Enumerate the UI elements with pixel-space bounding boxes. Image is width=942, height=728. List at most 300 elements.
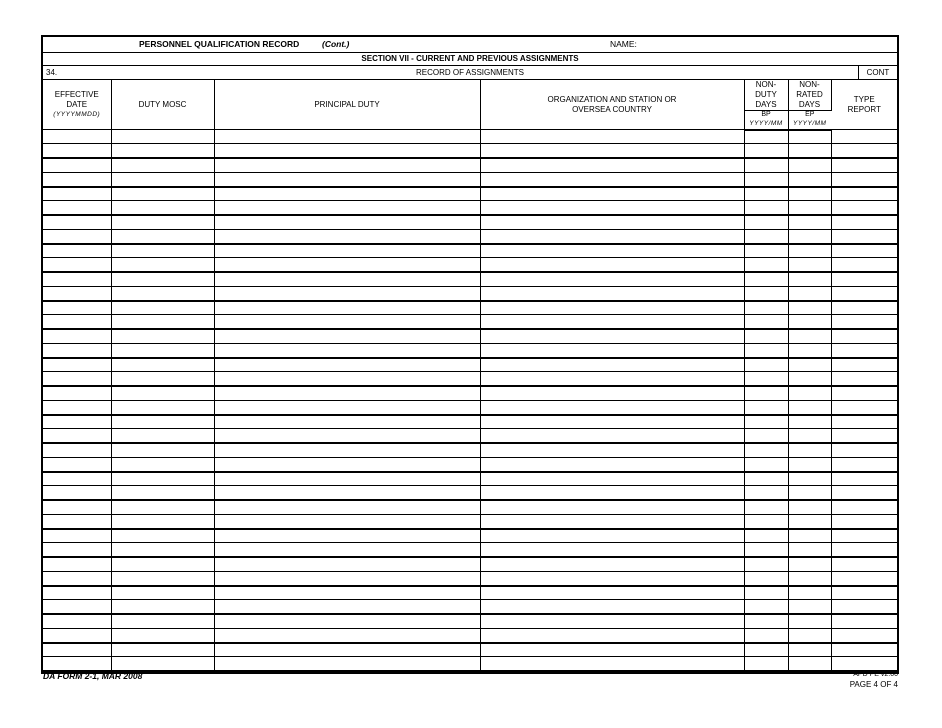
effective-date-cell[interactable] xyxy=(43,144,111,159)
bp-cell[interactable] xyxy=(744,201,788,216)
type-report-cell[interactable] xyxy=(831,643,897,657)
effective-date-cell[interactable] xyxy=(43,514,111,529)
duty-mosc-cell[interactable] xyxy=(111,229,214,244)
type-report-cell[interactable] xyxy=(831,301,897,315)
principal-duty-cell[interactable] xyxy=(214,400,480,415)
principal-duty-cell[interactable] xyxy=(214,158,480,172)
table-row xyxy=(43,429,897,444)
organization-cell[interactable] xyxy=(480,628,744,643)
organization-header: ORGANIZATION AND STATION OR OVERSEA COUNTRY xyxy=(480,80,744,130)
bp-cell[interactable] xyxy=(744,130,788,144)
type-report-cell[interactable] xyxy=(831,500,897,514)
bp-cell[interactable] xyxy=(744,144,788,159)
duty-mosc-cell[interactable] xyxy=(111,529,214,543)
effective-date-cell[interactable] xyxy=(43,643,111,657)
bp-cell[interactable] xyxy=(744,187,788,201)
ep-cell[interactable] xyxy=(788,386,831,400)
organization-cell[interactable] xyxy=(480,429,744,444)
bp-cell[interactable] xyxy=(744,557,788,571)
organization-cell[interactable] xyxy=(480,187,744,201)
duty-mosc-cell[interactable] xyxy=(111,514,214,529)
duty-mosc-cell[interactable] xyxy=(111,386,214,400)
duty-mosc-cell[interactable] xyxy=(111,443,214,457)
table-row xyxy=(43,286,897,301)
type-report-cell[interactable] xyxy=(831,372,897,387)
ep-cell[interactable] xyxy=(788,158,831,172)
duty-mosc-cell[interactable] xyxy=(111,457,214,472)
organization-cell[interactable] xyxy=(480,500,744,514)
duty-mosc-cell[interactable] xyxy=(111,614,214,628)
duty-mosc-cell[interactable] xyxy=(111,244,214,258)
duty-mosc-cell[interactable] xyxy=(111,301,214,315)
organization-cell[interactable] xyxy=(480,400,744,415)
organization-cell[interactable] xyxy=(480,586,744,600)
duty-mosc-cell[interactable] xyxy=(111,144,214,159)
ep-cell[interactable] xyxy=(788,343,831,358)
effective-date-cell[interactable] xyxy=(43,358,111,372)
organization-cell[interactable] xyxy=(480,643,744,657)
effective-date-cell[interactable] xyxy=(43,657,111,672)
table-row xyxy=(43,586,897,600)
duty-mosc-cell[interactable] xyxy=(111,358,214,372)
effective-date-cell[interactable] xyxy=(43,500,111,514)
effective-date-cell[interactable] xyxy=(43,571,111,586)
table-row xyxy=(43,315,897,330)
type-report-cell[interactable] xyxy=(831,272,897,286)
organization-cell[interactable] xyxy=(480,258,744,273)
type-report-cell[interactable] xyxy=(831,229,897,244)
type-report-cell[interactable] xyxy=(831,400,897,415)
ep-cell[interactable] xyxy=(788,172,831,187)
bp-cell[interactable] xyxy=(744,329,788,343)
effective-date-cell[interactable] xyxy=(43,586,111,600)
principal-duty-cell[interactable] xyxy=(214,130,480,144)
principal-duty-cell[interactable] xyxy=(214,258,480,273)
organization-cell[interactable] xyxy=(480,244,744,258)
duty-mosc-cell[interactable] xyxy=(111,643,214,657)
ep-cell[interactable] xyxy=(788,586,831,600)
principal-duty-cell[interactable] xyxy=(214,557,480,571)
effective-date-cell[interactable] xyxy=(43,614,111,628)
ep-cell[interactable] xyxy=(788,429,831,444)
principal-duty-cell[interactable] xyxy=(214,600,480,615)
bp-cell[interactable] xyxy=(744,172,788,187)
type-report-cell[interactable] xyxy=(831,600,897,615)
type-report-cell[interactable] xyxy=(831,386,897,400)
principal-duty-cell[interactable] xyxy=(214,457,480,472)
bp-cell[interactable] xyxy=(744,415,788,429)
effective-date-cell[interactable] xyxy=(43,386,111,400)
organization-cell[interactable] xyxy=(480,130,744,144)
principal-duty-header: PRINCIPAL DUTY xyxy=(214,80,480,130)
table-row xyxy=(43,415,897,429)
type-report-cell[interactable] xyxy=(831,429,897,444)
organization-cell[interactable] xyxy=(480,215,744,229)
bp-cell[interactable] xyxy=(744,472,788,486)
organization-cell[interactable] xyxy=(480,229,744,244)
organization-cell[interactable] xyxy=(480,486,744,501)
bp-cell[interactable] xyxy=(744,600,788,615)
table-row xyxy=(43,144,897,159)
type-report-cell[interactable] xyxy=(831,158,897,172)
effective-date-format: (YYYYMMDD) xyxy=(53,110,101,118)
bp-header xyxy=(744,111,788,130)
bp-cell[interactable] xyxy=(744,571,788,586)
organization-cell[interactable] xyxy=(480,272,744,286)
bp-cell[interactable] xyxy=(744,586,788,600)
duty-mosc-cell[interactable] xyxy=(111,201,214,216)
duty-mosc-cell[interactable] xyxy=(111,187,214,201)
type-report-cell[interactable] xyxy=(831,215,897,229)
bp-cell[interactable] xyxy=(744,258,788,273)
organization-cell[interactable] xyxy=(480,329,744,343)
bp-cell[interactable] xyxy=(744,372,788,387)
type-report-cell[interactable] xyxy=(831,529,897,543)
ep-format: YYYY/MM xyxy=(793,119,827,127)
form-header xyxy=(43,37,897,53)
form-id: DA FORM 2-1, MAR 2008 xyxy=(43,671,143,681)
duty-mosc-cell[interactable] xyxy=(111,272,214,286)
principal-duty-cell[interactable] xyxy=(214,343,480,358)
type-report-cell[interactable] xyxy=(831,543,897,558)
page-number: PAGE 4 OF 4 xyxy=(849,680,898,689)
organization-cell[interactable] xyxy=(480,343,744,358)
duty-mosc-cell[interactable] xyxy=(111,557,214,571)
principal-duty-cell[interactable] xyxy=(214,286,480,301)
type-report-cell[interactable] xyxy=(831,657,897,672)
organization-cell[interactable] xyxy=(480,201,744,216)
type-report-cell[interactable] xyxy=(831,187,897,201)
bp-cell[interactable] xyxy=(744,286,788,301)
ep-cell[interactable] xyxy=(788,657,831,672)
duty-mosc-cell[interactable] xyxy=(111,372,214,387)
principal-duty-cell[interactable] xyxy=(214,229,480,244)
assignments-table xyxy=(43,80,897,672)
principal-duty-cell[interactable] xyxy=(214,486,480,501)
duty-mosc-cell[interactable] xyxy=(111,172,214,187)
organization-cell[interactable] xyxy=(480,543,744,558)
effective-date-cell[interactable] xyxy=(43,372,111,387)
type-report-cell[interactable] xyxy=(831,130,897,144)
organization-cell[interactable] xyxy=(480,614,744,628)
table-row xyxy=(43,343,897,358)
bp-cell[interactable] xyxy=(744,215,788,229)
duty-mosc-cell[interactable] xyxy=(111,286,214,301)
effective-date-cell[interactable] xyxy=(43,229,111,244)
ep-cell[interactable] xyxy=(788,628,831,643)
ep-cell[interactable] xyxy=(788,571,831,586)
principal-duty-cell[interactable] xyxy=(214,429,480,444)
ep-cell[interactable] xyxy=(788,614,831,628)
principal-duty-cell[interactable] xyxy=(214,571,480,586)
bp-cell[interactable] xyxy=(744,386,788,400)
ep-cell[interactable] xyxy=(788,187,831,201)
principal-duty-cell[interactable] xyxy=(214,443,480,457)
table-row xyxy=(43,329,897,343)
type-report-cell[interactable] xyxy=(831,472,897,486)
bp-cell[interactable] xyxy=(744,514,788,529)
duty-mosc-cell[interactable] xyxy=(111,657,214,672)
effective-date-cell[interactable] xyxy=(43,486,111,501)
duty-mosc-cell[interactable] xyxy=(111,600,214,615)
principal-duty-cell[interactable] xyxy=(214,386,480,400)
effective-date-cell[interactable] xyxy=(43,187,111,201)
duty-mosc-cell[interactable] xyxy=(111,315,214,330)
duty-mosc-cell[interactable] xyxy=(111,628,214,643)
effective-date-cell[interactable] xyxy=(43,286,111,301)
ep-cell[interactable] xyxy=(788,244,831,258)
organization-cell[interactable] xyxy=(480,158,744,172)
type-report-cell[interactable] xyxy=(831,358,897,372)
bp-cell[interactable] xyxy=(744,486,788,501)
bp-cell[interactable] xyxy=(744,158,788,172)
type-report-cell[interactable] xyxy=(831,443,897,457)
bp-label: BP xyxy=(761,111,771,118)
table-row xyxy=(43,514,897,529)
bp-cell[interactable] xyxy=(744,315,788,330)
ep-cell[interactable] xyxy=(788,272,831,286)
duty-mosc-cell[interactable] xyxy=(111,215,214,229)
ep-cell[interactable] xyxy=(788,415,831,429)
type-report-cell[interactable] xyxy=(831,557,897,571)
duty-mosc-cell[interactable] xyxy=(111,486,214,501)
section-title: SECTION VII - CURRENT AND PREVIOUS ASSIGNMENTS xyxy=(43,53,897,66)
principal-duty-cell[interactable] xyxy=(214,244,480,258)
type-report-cell[interactable] xyxy=(831,172,897,187)
duty-mosc-cell[interactable] xyxy=(111,472,214,486)
organization-cell[interactable] xyxy=(480,472,744,486)
bp-cell[interactable] xyxy=(744,429,788,444)
bp-cell[interactable] xyxy=(744,343,788,358)
type-report-cell[interactable] xyxy=(831,415,897,429)
table-row xyxy=(43,614,897,628)
type-report-cell[interactable] xyxy=(831,244,897,258)
organization-cell[interactable] xyxy=(480,529,744,543)
organization-cell[interactable] xyxy=(480,172,744,187)
bp-cell[interactable] xyxy=(744,229,788,244)
name-label: NAME: xyxy=(610,39,637,49)
table-row xyxy=(43,472,897,486)
principal-duty-cell[interactable] xyxy=(214,614,480,628)
principal-duty-cell[interactable] xyxy=(214,529,480,543)
bp-cell[interactable] xyxy=(744,358,788,372)
duty-mosc-cell[interactable] xyxy=(111,586,214,600)
ep-cell[interactable] xyxy=(788,144,831,159)
type-report-cell[interactable] xyxy=(831,514,897,529)
ep-cell[interactable] xyxy=(788,514,831,529)
organization-cell[interactable] xyxy=(480,415,744,429)
ep-cell[interactable] xyxy=(788,215,831,229)
principal-duty-cell[interactable] xyxy=(214,472,480,486)
effective-date-cell[interactable] xyxy=(43,272,111,286)
bp-cell[interactable] xyxy=(744,543,788,558)
effective-date-cell[interactable] xyxy=(43,400,111,415)
ep-cell[interactable] xyxy=(788,258,831,273)
duty-mosc-cell[interactable] xyxy=(111,343,214,358)
bp-cell[interactable] xyxy=(744,500,788,514)
duty-mosc-cell[interactable] xyxy=(111,130,214,144)
organization-cell[interactable] xyxy=(480,457,744,472)
duty-mosc-cell[interactable] xyxy=(111,158,214,172)
ep-cell[interactable] xyxy=(788,500,831,514)
effective-date-cell[interactable] xyxy=(43,258,111,273)
type-report-cell[interactable] xyxy=(831,586,897,600)
effective-date-cell[interactable] xyxy=(43,457,111,472)
organization-cell[interactable] xyxy=(480,358,744,372)
effective-date-cell[interactable] xyxy=(43,472,111,486)
duty-mosc-cell[interactable] xyxy=(111,415,214,429)
effective-date-cell[interactable] xyxy=(43,443,111,457)
principal-duty-cell[interactable] xyxy=(214,643,480,657)
ep-cell[interactable] xyxy=(788,529,831,543)
type-report-cell[interactable] xyxy=(831,457,897,472)
effective-date-cell[interactable] xyxy=(43,429,111,444)
duty-mosc-cell[interactable] xyxy=(111,543,214,558)
principal-duty-cell[interactable] xyxy=(214,372,480,387)
ep-cell[interactable] xyxy=(788,472,831,486)
organization-cell[interactable] xyxy=(480,372,744,387)
bp-cell[interactable] xyxy=(744,643,788,657)
organization-cell[interactable] xyxy=(480,571,744,586)
ep-cell[interactable] xyxy=(788,400,831,415)
organization-cell[interactable] xyxy=(480,386,744,400)
duty-mosc-cell[interactable] xyxy=(111,329,214,343)
effective-date-cell[interactable] xyxy=(43,343,111,358)
effective-date-cell[interactable] xyxy=(43,301,111,315)
bp-cell[interactable] xyxy=(744,529,788,543)
ep-cell[interactable] xyxy=(788,329,831,343)
principal-duty-cell[interactable] xyxy=(214,586,480,600)
principal-duty-cell[interactable] xyxy=(214,315,480,330)
bp-cell[interactable] xyxy=(744,628,788,643)
effective-date-cell[interactable] xyxy=(43,215,111,229)
effective-date-cell[interactable] xyxy=(43,130,111,144)
ep-cell[interactable] xyxy=(788,315,831,330)
type-report-cell[interactable] xyxy=(831,144,897,159)
table-row xyxy=(43,272,897,286)
bp-cell[interactable] xyxy=(744,301,788,315)
organization-cell[interactable] xyxy=(480,144,744,159)
type-report-cell[interactable] xyxy=(831,571,897,586)
effective-date-cell[interactable] xyxy=(43,158,111,172)
principal-duty-cell[interactable] xyxy=(214,301,480,315)
effective-date-cell[interactable] xyxy=(43,201,111,216)
type-report-cell[interactable] xyxy=(831,343,897,358)
type-report-header: TYPE REPORT xyxy=(831,80,897,130)
table-row xyxy=(43,500,897,514)
ep-cell[interactable] xyxy=(788,358,831,372)
type-report-cell[interactable] xyxy=(831,486,897,501)
principal-duty-cell[interactable] xyxy=(214,514,480,529)
effective-date-cell[interactable] xyxy=(43,628,111,643)
effective-date-cell[interactable] xyxy=(43,600,111,615)
duty-mosc-cell[interactable] xyxy=(111,571,214,586)
ep-cell[interactable] xyxy=(788,457,831,472)
principal-duty-cell[interactable] xyxy=(214,215,480,229)
bp-cell[interactable] xyxy=(744,400,788,415)
duty-mosc-cell[interactable] xyxy=(111,400,214,415)
ep-cell[interactable] xyxy=(788,130,831,144)
bp-cell[interactable] xyxy=(744,657,788,672)
organization-cell[interactable] xyxy=(480,657,744,672)
principal-duty-cell[interactable] xyxy=(214,144,480,159)
organization-cell[interactable] xyxy=(480,443,744,457)
effective-date-cell[interactable] xyxy=(43,557,111,571)
bp-cell[interactable] xyxy=(744,244,788,258)
table-row xyxy=(43,557,897,571)
duty-mosc-cell[interactable] xyxy=(111,429,214,444)
duty-mosc-cell[interactable] xyxy=(111,500,214,514)
table-row xyxy=(43,443,897,457)
type-report-cell[interactable] xyxy=(831,315,897,330)
principal-duty-cell[interactable] xyxy=(214,187,480,201)
bp-cell[interactable] xyxy=(744,457,788,472)
principal-duty-cell[interactable] xyxy=(214,415,480,429)
ep-cell[interactable] xyxy=(788,443,831,457)
ep-cell[interactable] xyxy=(788,543,831,558)
ep-cell[interactable] xyxy=(788,600,831,615)
effective-date-cell[interactable] xyxy=(43,329,111,343)
effective-date-cell[interactable] xyxy=(43,415,111,429)
principal-duty-cell[interactable] xyxy=(214,500,480,514)
non-duty-days-header: NON- DUTY DAYS xyxy=(744,80,788,111)
effective-date-cell[interactable] xyxy=(43,529,111,543)
ep-cell[interactable] xyxy=(788,486,831,501)
effective-date-cell[interactable] xyxy=(43,315,111,330)
ep-cell[interactable] xyxy=(788,643,831,657)
effective-date-cell[interactable] xyxy=(43,172,111,187)
ep-cell[interactable] xyxy=(788,286,831,301)
duty-mosc-cell[interactable] xyxy=(111,258,214,273)
type-report-cell[interactable] xyxy=(831,258,897,273)
organization-cell[interactable] xyxy=(480,514,744,529)
ep-cell[interactable] xyxy=(788,557,831,571)
principal-duty-cell[interactable] xyxy=(214,172,480,187)
ep-cell[interactable] xyxy=(788,372,831,387)
organization-cell[interactable] xyxy=(480,557,744,571)
type-report-cell[interactable] xyxy=(831,286,897,301)
principal-duty-cell[interactable] xyxy=(214,329,480,343)
organization-cell[interactable] xyxy=(480,301,744,315)
ep-cell[interactable] xyxy=(788,201,831,216)
table-row xyxy=(43,229,897,244)
ep-cell[interactable] xyxy=(788,229,831,244)
table-row xyxy=(43,301,897,315)
principal-duty-cell[interactable] xyxy=(214,272,480,286)
bp-cell[interactable] xyxy=(744,443,788,457)
type-report-cell[interactable] xyxy=(831,614,897,628)
type-report-cell[interactable] xyxy=(831,628,897,643)
organization-cell[interactable] xyxy=(480,315,744,330)
ep-cell[interactable] xyxy=(788,301,831,315)
effective-date-cell[interactable] xyxy=(43,244,111,258)
principal-duty-cell[interactable] xyxy=(214,628,480,643)
principal-duty-cell[interactable] xyxy=(214,543,480,558)
type-report-cell[interactable] xyxy=(831,329,897,343)
bp-cell[interactable] xyxy=(744,614,788,628)
type-report-cell[interactable] xyxy=(831,201,897,216)
organization-cell[interactable] xyxy=(480,600,744,615)
record-label: RECORD OF ASSIGNMENTS xyxy=(415,68,524,77)
organization-cell[interactable] xyxy=(480,286,744,301)
principal-duty-cell[interactable] xyxy=(214,358,480,372)
bp-cell[interactable] xyxy=(744,272,788,286)
principal-duty-cell[interactable] xyxy=(214,201,480,216)
table-row xyxy=(43,600,897,615)
effective-date-cell[interactable] xyxy=(43,543,111,558)
principal-duty-cell[interactable] xyxy=(214,657,480,672)
form-title-cont: (Cont.) xyxy=(322,39,350,49)
